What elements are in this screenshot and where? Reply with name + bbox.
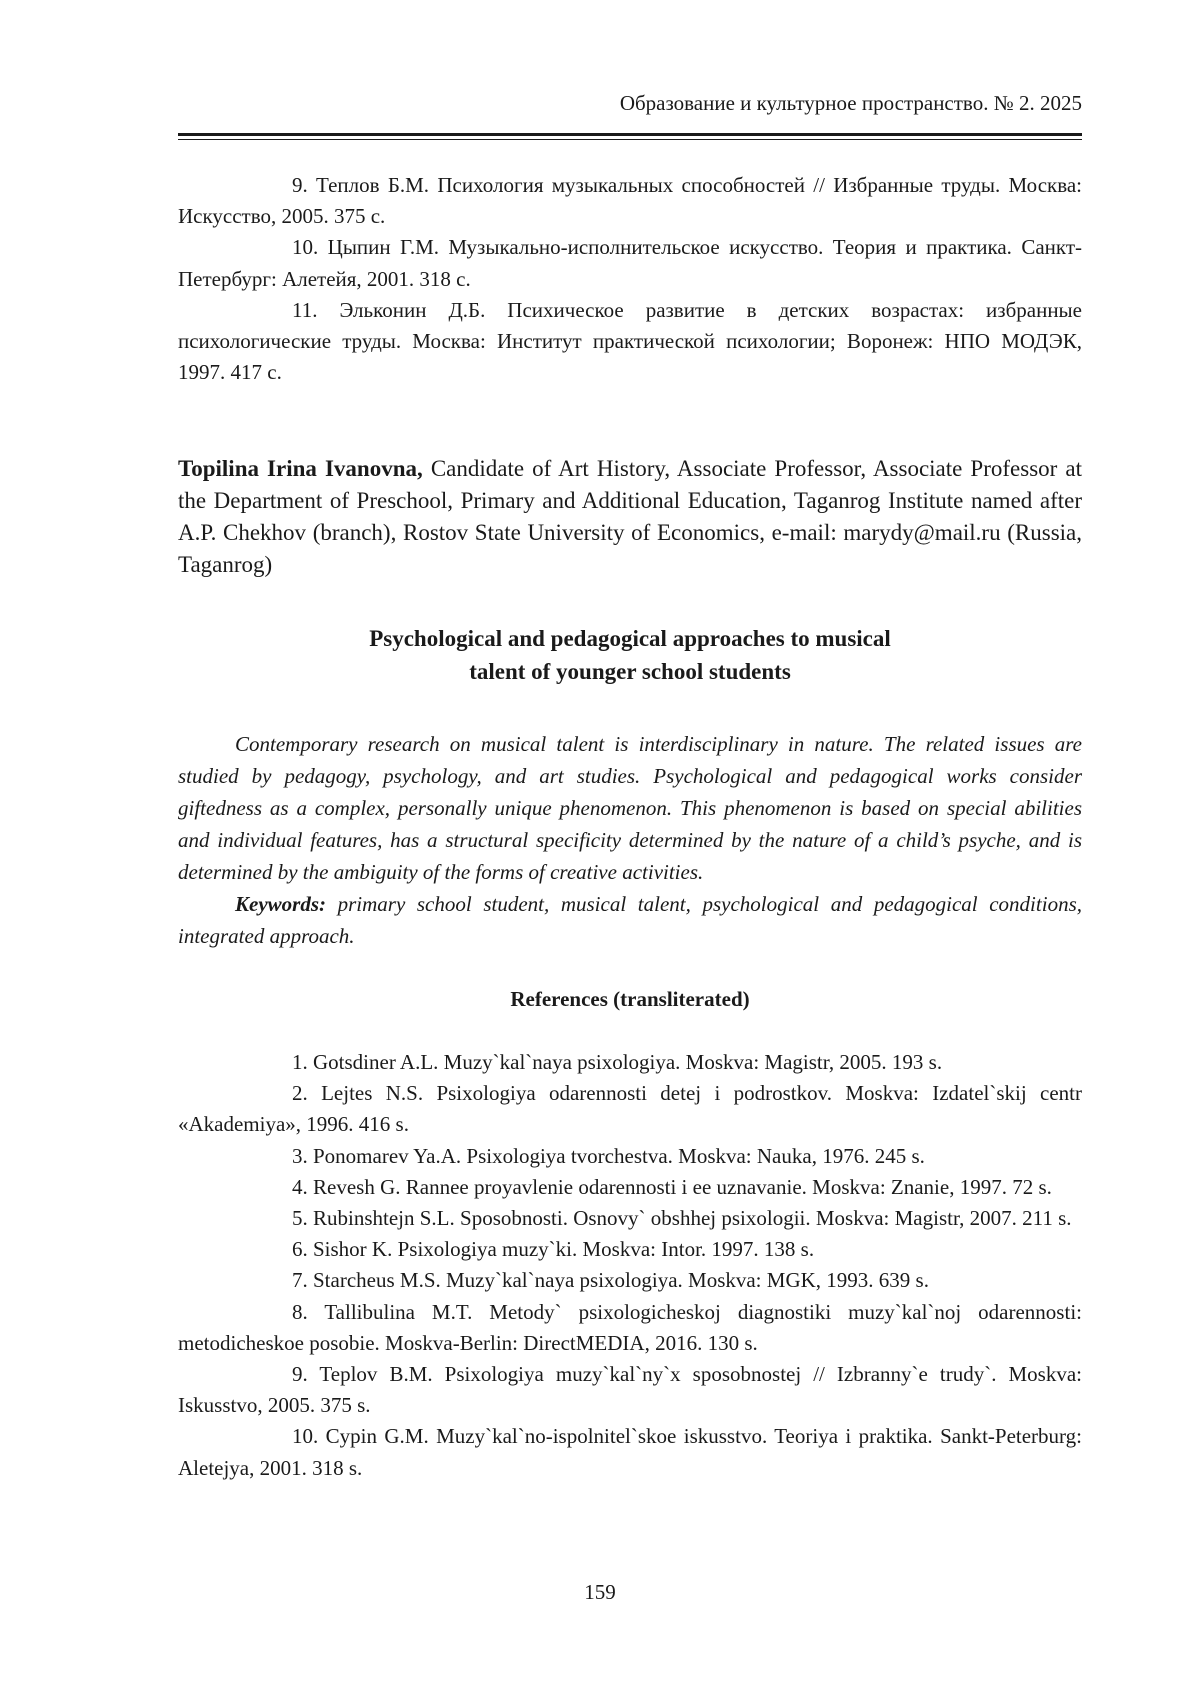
author-info	[178, 453, 1082, 581]
reference-item	[178, 1172, 1082, 1203]
reference-number: 8.	[292, 1299, 308, 1324]
journal-header: Образование и культурное пространство. № 2. 2025	[619, 91, 1082, 115]
reference-item	[178, 232, 1082, 294]
reference-item	[178, 170, 1082, 232]
reference-number: 4.	[292, 1174, 308, 1199]
reference-text: Starcheus M.S. Muzy`kal`naya psixologiya. Moskva: MGK, 1993. 639 s.	[313, 1268, 929, 1293]
reference-item	[178, 1141, 1082, 1172]
reference-text: Tallibulina M.T. Metody` psixologicheskoj diagnostiki muzy`kal`noj odarennosti: metodicheskoe posobie. Moskva-Berlin: DirectMEDIA, 2016. 130 s.	[178, 1299, 1082, 1355]
author-details: Candidate of Art History, Associate Professor, Associate Professor at the Department of Preschool, Primary and Additional Education, Taganrog Institute named after A.P. Chekhov (branch), Rostov State University of Economics, e-mail: marydy@mail.ru (Russia, Taganrog)	[178, 456, 1082, 577]
reference-text: Цыпин Г.М. Музыкально-исполнительское искусство. Теория и практика. Санкт-Петербург: Алетейя, 2001. 318 с.	[178, 235, 1082, 291]
reference-number: 7.	[292, 1268, 308, 1293]
keywords-label: Keywords:	[235, 892, 326, 916]
reference-item	[178, 1078, 1082, 1140]
reference-number: 6.	[292, 1237, 308, 1262]
reference-text: Cypin G.M. Muzy`kal`no-ispolnitel`skoe iskusstvo. Teoriya i praktika. Sankt-Peterburg: Aletejya, 2001. 318 s.	[178, 1424, 1082, 1480]
author-name: Topilina Irina Ivanovna,	[178, 456, 423, 481]
references-heading: References (transliterated)	[510, 987, 750, 1011]
keywords-text: primary school student, musical talent, psychological and pedagogical conditions, integrated approach.	[178, 892, 1082, 948]
reference-number: 11.	[292, 297, 318, 322]
reference-item	[178, 1047, 1082, 1078]
reference-item	[178, 1265, 1082, 1296]
reference-number: 2.	[292, 1081, 308, 1106]
reference-text: Эльконин Д.Б. Психическое развитие в детских возрастах: избранные психологические труды. Москва: Институт практической психологии; Воронеж: НПО МОДЭК, 1997. 417 с.	[178, 297, 1082, 385]
reference-text: Gotsdiner A.L. Muzy`kal`naya psixologiya. Moskva: Magistr, 2005. 193 s.	[313, 1050, 943, 1074]
reference-number: 9.	[292, 173, 308, 197]
article-title-line-2: talent of younger school students	[469, 659, 791, 684]
reference-item	[178, 1203, 1082, 1234]
reference-text: Sishor K. Psixologiya muzy`ki. Moskva: Intor. 1997. 138 s.	[313, 1237, 815, 1262]
reference-number: 10.	[292, 235, 319, 260]
transliterated-reference-list	[178, 1047, 1082, 1484]
reference-item	[178, 1234, 1082, 1265]
article-title	[178, 622, 1082, 688]
header-rule-thick	[178, 133, 1082, 136]
reference-item	[178, 1297, 1082, 1359]
reference-number: 5.	[292, 1206, 308, 1231]
article-title-line-1: Psychological and pedagogical approaches to musical	[369, 626, 891, 651]
reference-number: 3.	[292, 1143, 308, 1168]
reference-number: 9.	[292, 1362, 308, 1387]
header-rule-thin	[178, 139, 1082, 140]
reference-item	[178, 1359, 1082, 1421]
keywords	[178, 888, 1082, 952]
reference-text: Ponomarev Ya.A. Psixologiya tvorchestva. Moskva: Nauka, 1976. 245 s.	[313, 1143, 925, 1168]
reference-text: Revesh G. Rannee proyavlenie odarennosti i ee uznavanie. Moskva: Znanie, 1997. 72 s.	[313, 1174, 1052, 1199]
page-number: 159	[584, 1580, 616, 1604]
abstract: Contemporary research on musical talent is interdisciplinary in nature. The related issues are studied by pedagogy, psychology, and art studies. Psychological and pedagogical works consider giftedness as a complex, personally unique phenomenon. This phenomenon is based on special abilities and individual features, has a structural specificity determined by the nature of a child’s psyche, and is determined by the ambiguity of the forms of creative activities.	[178, 732, 1082, 884]
reference-text: Lejtes N.S. Psixologiya odarennosti detej i podrostkov. Moskva: Izdatel`skij centr «Akademiya», 1996. 416 s.	[178, 1081, 1082, 1137]
reference-text: Теплов Б.М. Психология музыкальных способностей // Избранные труды. Москва: Искусство, 2005. 375 с.	[178, 173, 1083, 229]
russian-reference-list	[178, 170, 1082, 388]
reference-item	[178, 295, 1082, 389]
reference-text: Teplov B.M. Psixologiya muzy`kal`ny`x sposobnostej // Izbranny`e trudy`. Moskva: Iskusstvo, 2005. 375 s.	[178, 1362, 1082, 1418]
reference-text: Rubinshtejn S.L. Sposobnosti. Osnovy` obshhej psixologii. Moskva: Magistr, 2007. 211 s.	[313, 1206, 1072, 1231]
reference-number: 1.	[292, 1050, 308, 1074]
reference-number: 10.	[292, 1424, 319, 1449]
reference-item	[178, 1421, 1082, 1483]
